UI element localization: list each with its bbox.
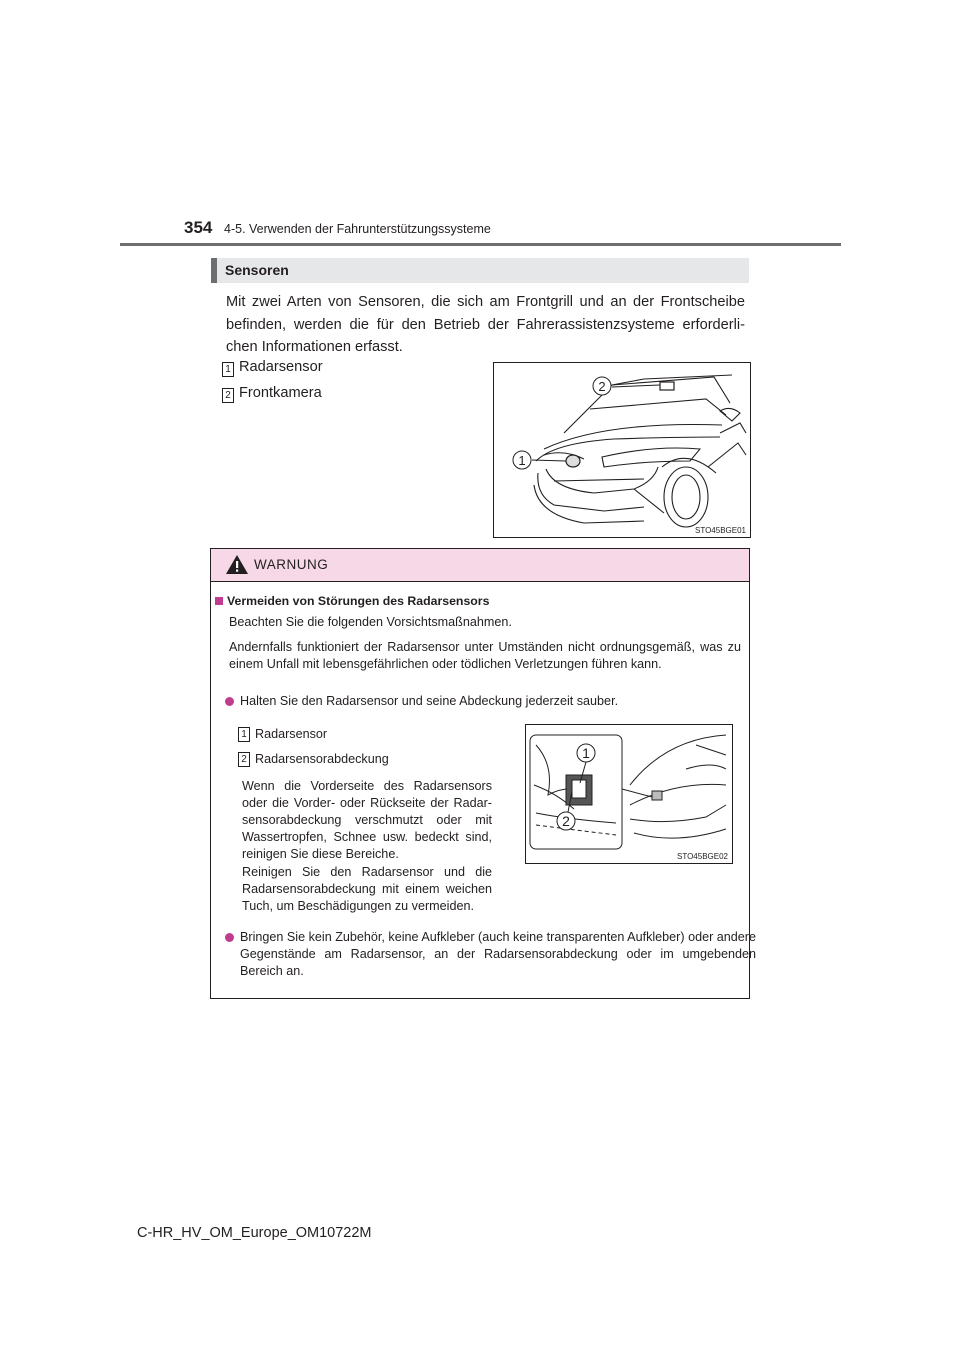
page-number: 354	[184, 218, 213, 237]
radar-sensor-mark	[566, 455, 580, 467]
radar-sensor-figure	[525, 724, 733, 864]
figure-code: STO45BGE02	[677, 852, 728, 861]
warning-bullet-text: Bringen Sie kein Zubehör, keine Aufkleber (auch keine transparenten Aufkleber) oder andere Gegenstände am Radarsensor, an der Radarsensorabdeckung oder im umgebenden Bereich an.	[240, 930, 756, 978]
callout-1: 1	[518, 453, 526, 468]
section-accent	[211, 258, 217, 283]
legend-label: Radarsensorabdeckung	[255, 752, 389, 766]
warning-paragraph: Wenn die Vorderseite des Radarsensors oder die Vorder- oder Rückseite der Radar-sensorabdeckung verschmutzt oder mit Wassertropfen, Schnee usw. bedeckt sind, reinigen Sie diese Bereiche.	[242, 779, 492, 861]
warning-paragraph: Andernfalls funktioniert der Radarsensor unter Umständen nicht ordnungsgemäß, was zu einem Unfall mit lebensgefährlichen oder tödlichen Verletzungen führen kann.	[229, 640, 741, 671]
warning-title: WARNUNG	[254, 557, 329, 572]
figure-code: STO45BGE01	[695, 526, 746, 535]
chapter-title: 4-5. Verwenden der Fahrunterstützungssysteme	[224, 222, 491, 236]
callout-2: 2	[562, 813, 570, 829]
warning-header	[211, 549, 749, 582]
warning-paragraph: Beachten Sie die folgenden Vorsichtsmaßnahmen.	[229, 615, 512, 629]
legend-number: 2	[238, 752, 250, 767]
legend-number: 1	[222, 362, 234, 377]
callout-1: 1	[582, 745, 590, 761]
radar-cover-mark	[572, 780, 586, 798]
car-front-illustration	[494, 363, 750, 537]
square-bullet-icon	[215, 597, 223, 605]
legend-label: Radarsensor	[239, 359, 323, 375]
warning-paragraph: Reinigen Sie den Radarsensor und die Radarsensorabdeckung mit einem weichen Tuch, um Beschädigungen zu vermeiden.	[242, 865, 492, 913]
warning-bullet-text: Halten Sie den Radarsensor und seine Abdeckung jederzeit sauber.	[240, 694, 619, 708]
section-heading-bar	[211, 258, 749, 283]
round-bullet-icon	[225, 933, 234, 942]
warning-subheading	[215, 593, 740, 610]
callout-2: 2	[598, 379, 606, 394]
document-id: C-HR_HV_OM_Europe_OM10722M	[137, 1225, 372, 1241]
car-front-figure	[493, 362, 751, 538]
radar-sensor-small-mark	[652, 791, 662, 800]
header-rule	[120, 243, 841, 246]
warning-triangle-icon	[225, 554, 249, 575]
legend-label: Radarsensor	[255, 727, 328, 741]
front-camera-mark	[660, 382, 674, 390]
legend-number: 2	[222, 388, 234, 403]
section-title: Sensoren	[225, 262, 289, 278]
round-bullet-icon	[225, 697, 234, 706]
legend-number: 1	[238, 727, 250, 742]
legend-label: Frontkamera	[239, 385, 322, 401]
intro-paragraph: Mit zwei Arten von Sensoren, die sich am Frontgrill und an der Frontscheibe befinden, werden die für den Betrieb der Fahrerassistenzsysteme erforderli-chen Informationen erfasst.	[226, 294, 745, 355]
warning-box	[210, 548, 756, 999]
warning-subheading-text: Vermeiden von Störungen des Radarsensors	[227, 594, 490, 608]
radar-sensor-illustration	[526, 725, 732, 863]
